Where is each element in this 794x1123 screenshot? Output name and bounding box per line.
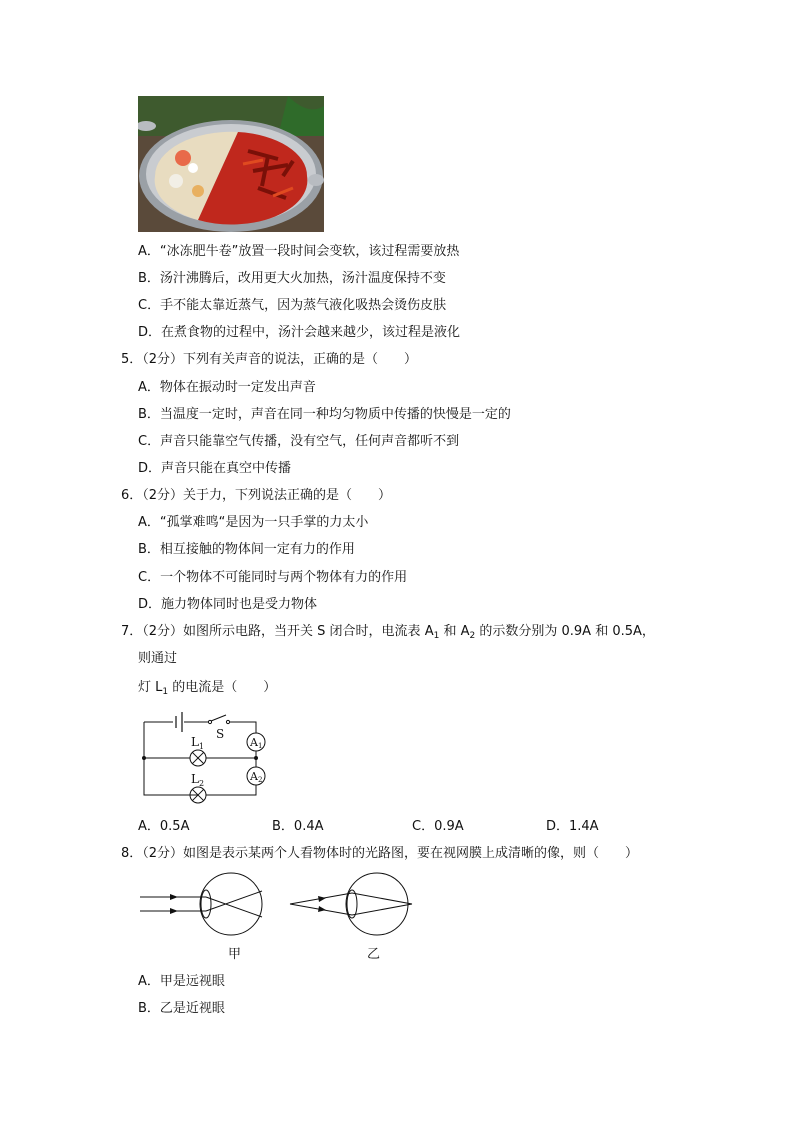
q4-option-b: B．汤汁沸腾后，改用更大火加热，汤汁温度保持不变: [138, 271, 446, 286]
q5-option-c: C．声音只能靠空气传播，没有空气，任何声音都听不到: [138, 434, 460, 449]
q7-option-d: D．1.4A: [546, 819, 599, 834]
eye-diagram-left: [138, 872, 278, 940]
q5-stem: 5．（2分）下列有关声音的说法，正确的是（ ）: [121, 352, 418, 367]
ammeter1-label: A1: [250, 736, 263, 750]
q4-option-c: C．手不能太靠近蒸气，因为蒸气液化吸热会烫伤皮肤: [138, 298, 447, 313]
eye-label-left: 甲: [228, 947, 242, 962]
q8-stem: 8．（2分）如图是表示某两个人看物体时的光路图，要在视网膜上成清晰的像，则（ ）: [121, 846, 639, 861]
q8-option-a: A．甲是远视眼: [138, 974, 225, 989]
circuit-diagram: [138, 705, 273, 810]
hotpot-photo: [138, 96, 324, 232]
eye-label-right: 乙: [367, 947, 381, 962]
q4-option-a: A．“冰冻肥牛卷”放置一段时间会变软，该过程需要放热: [138, 244, 460, 259]
q4-option-d: D．在煮食物的过程中，汤汁会越来越少，该过程是液化: [138, 325, 461, 340]
lamp2-label: $L_2$: [191, 772, 205, 788]
switch-label: S: [216, 727, 225, 741]
eye-diagram-right: [288, 872, 418, 940]
q6-option-a: A．“孤掌难鸣“是因为一只手掌的力太小: [138, 515, 369, 530]
q5-option-a: A．物体在振动时一定发出声音: [138, 380, 316, 395]
q7-option-b: B．0.4A: [272, 819, 324, 834]
q8-option-b: B．乙是近视眼: [138, 1001, 225, 1016]
q7-stem-line2: 则通过: [138, 651, 178, 666]
q6-stem: 6．（2分）关于力，下列说法正确的是（ ）: [121, 488, 392, 503]
q6-option-b: B．相互接触的物体间一定有力的作用: [138, 542, 355, 557]
q7-option-a: A．0.5A: [138, 819, 190, 834]
q7-stem: 7．（2分）如图所示电路，当开关 S 闭合时，电流表 $A_1$ 和 $A_2$ 的示数分别为 0.9A 和 0.5A，: [121, 624, 655, 641]
q6-option-c: C．一个物体不可能同时与两个物体有力的作用: [138, 570, 408, 585]
lamp1-label: $L_1$: [191, 735, 205, 751]
q7-option-c: C．0.9A: [412, 819, 464, 834]
ammeter2-label: A2: [250, 770, 263, 784]
q6-option-d: D．施力物体同时也是受力物体: [138, 597, 318, 612]
q7-stem-line3: 灯 $L_1$ 的电流是（ ）: [138, 680, 277, 697]
q5-option-d: D．声音只能在真空中传播: [138, 461, 292, 476]
q5-option-b: B．当温度一定时，声音在同一种均匀物质中传播的快慢是一定的: [138, 407, 511, 422]
